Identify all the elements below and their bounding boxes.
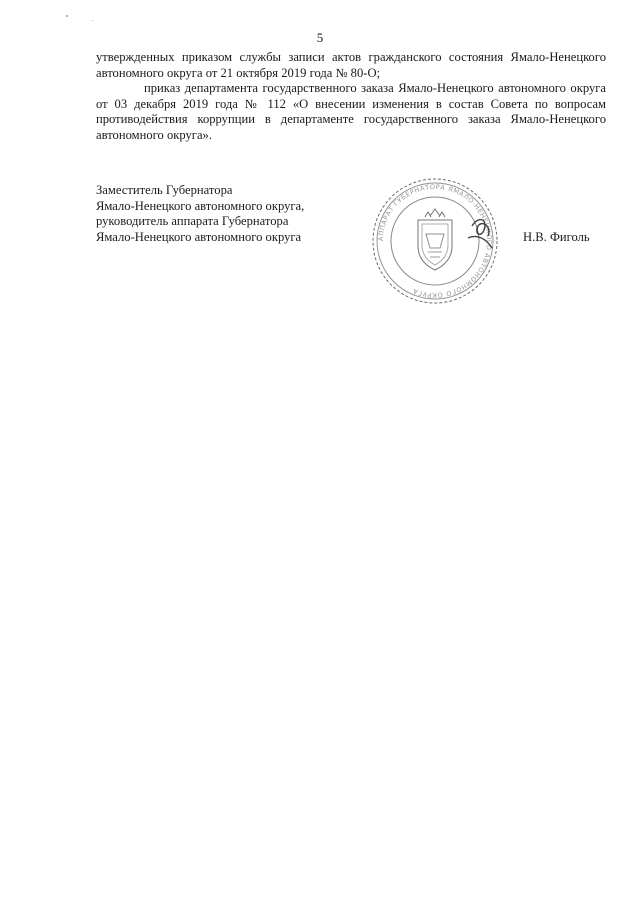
document-body	[96, 50, 606, 144]
paragraph-department-order: приказ департамента государственного заказа Ямало-Ненецкого автономного округа от 03 декабря 2019 года № 112 «О внесении изменения в состав Совета по вопросам противодействия коррупции в департаменте государственного заказа Ямало-Ненецкого автономного округа».	[96, 81, 606, 142]
signature-position-line: Ямало-Ненецкого автономного округа	[96, 229, 302, 244]
official-seal	[370, 176, 500, 306]
signature-position-line: Заместитель Губернатора	[96, 183, 233, 197]
scan-speck	[66, 15, 68, 17]
scan-speck	[92, 20, 93, 21]
page-number: 5	[316, 30, 324, 45]
paragraph-approved-order: утвержденных приказом службы записи актов гражданского состояния Ямало-Ненецкого автономного округа от 21 октября 2019 года № 80-О;	[96, 50, 606, 80]
signer-name: Н.В. Фиголь	[523, 230, 590, 244]
signature-position-line: руководитель аппарата Губернатора	[96, 214, 289, 229]
signature-position-block	[96, 183, 396, 245]
coat-of-arms-emblem	[418, 209, 452, 270]
seal-ring-text: АППАРАТ ГУБЕРНАТОРА ЯМАЛО-НЕНЕЦКОГО АВТОНОМНОГО ОКРУГА	[376, 182, 494, 300]
signature-position-line: Ямало-Ненецкого автономного округа,	[96, 198, 305, 213]
svg-text:АППАРАТ ГУБЕРНАТОРА ЯМАЛО-НЕНЕ	[377, 183, 493, 299]
